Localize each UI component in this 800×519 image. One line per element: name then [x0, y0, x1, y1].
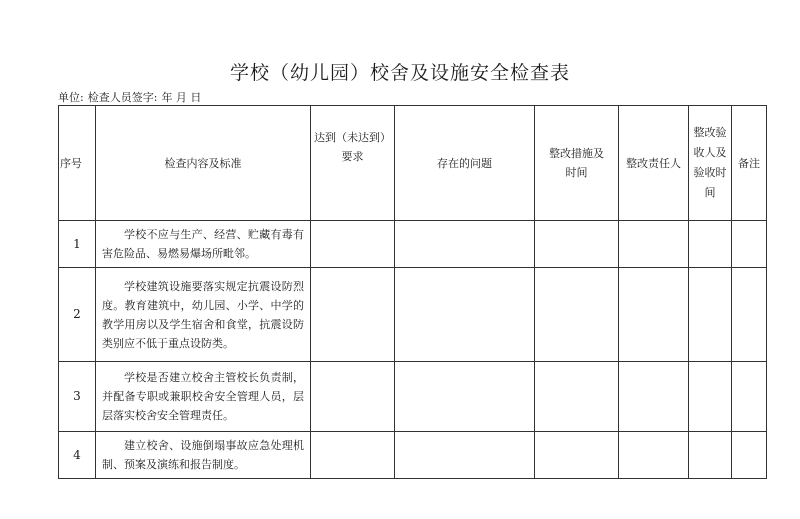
- row-responsible-cell[interactable]: [619, 362, 689, 432]
- row-compliance-cell[interactable]: [311, 221, 395, 268]
- row-compliance-cell[interactable]: [311, 432, 395, 479]
- row-measures-cell[interactable]: [535, 362, 619, 432]
- header-content: 检查内容及标准: [96, 106, 311, 221]
- row-acceptance-cell[interactable]: [689, 221, 732, 268]
- row-measures-cell[interactable]: [535, 268, 619, 362]
- row-content: 学校是否建立校舍主管校长负责制，并配备专职或兼职校舍安全管理人员，层层落实校舍安全管理责任。: [102, 371, 304, 422]
- table-row: [59, 268, 767, 362]
- row-index: 1: [59, 221, 96, 268]
- row-responsible-cell[interactable]: [619, 432, 689, 479]
- row-responsible-cell[interactable]: [619, 221, 689, 268]
- table-row: [59, 432, 767, 479]
- row-measures-cell[interactable]: [535, 432, 619, 479]
- row-index: 2: [59, 268, 96, 362]
- header-row: [59, 106, 767, 221]
- row-acceptance-cell[interactable]: [689, 432, 732, 479]
- row-issues-cell[interactable]: [395, 221, 535, 268]
- header-remarks: 备注: [732, 106, 767, 221]
- row-acceptance-cell[interactable]: [689, 362, 732, 432]
- row-compliance-cell[interactable]: [311, 362, 395, 432]
- header-index: 序号: [59, 106, 96, 221]
- table-row: [59, 221, 767, 268]
- row-issues-cell[interactable]: [395, 268, 535, 362]
- header-issues: 存在的问题: [395, 106, 535, 221]
- row-remarks-cell[interactable]: [732, 362, 767, 432]
- row-acceptance-cell[interactable]: [689, 268, 732, 362]
- row-compliance-cell[interactable]: [311, 268, 395, 362]
- form-meta-line: [58, 89, 205, 105]
- inspector-signature-label: 检查人员签字:: [87, 91, 158, 104]
- header-acceptance: 整改验收人及验收时间: [689, 106, 732, 221]
- table-row: [59, 362, 767, 432]
- date-label: 年 月 日: [161, 91, 202, 104]
- header-measures: 整改措施及时间: [535, 106, 619, 221]
- row-index: 3: [59, 362, 96, 432]
- header-responsible: 整改责任人: [619, 106, 689, 221]
- page-title: 学校（幼儿园）校舍及设施安全检查表: [229, 62, 570, 84]
- row-content: 建立校舍、设施倒塌事故应急处理机制、预案及演练和报告制度。: [102, 439, 304, 471]
- row-remarks-cell[interactable]: [732, 268, 767, 362]
- row-measures-cell[interactable]: [535, 221, 619, 268]
- inspection-table: [58, 105, 767, 479]
- row-content: 学校不应与生产、经营、贮藏有毒有害危险品、易燃易爆场所毗邻。: [102, 228, 304, 260]
- row-issues-cell[interactable]: [395, 432, 535, 479]
- row-index: 4: [59, 432, 96, 479]
- header-compliance: 达到（未达到）要求: [311, 106, 395, 221]
- row-responsible-cell[interactable]: [619, 268, 689, 362]
- unit-label: 单位:: [58, 91, 84, 104]
- row-remarks-cell[interactable]: [732, 221, 767, 268]
- row-content: 学校建筑设施要落实规定抗震设防烈度。教育建筑中，幼儿园、小学、中学的教学用房以及学生宿舍和食堂，抗震设防类别应不低于重点设防类。: [102, 279, 304, 350]
- row-remarks-cell[interactable]: [732, 432, 767, 479]
- row-issues-cell[interactable]: [395, 362, 535, 432]
